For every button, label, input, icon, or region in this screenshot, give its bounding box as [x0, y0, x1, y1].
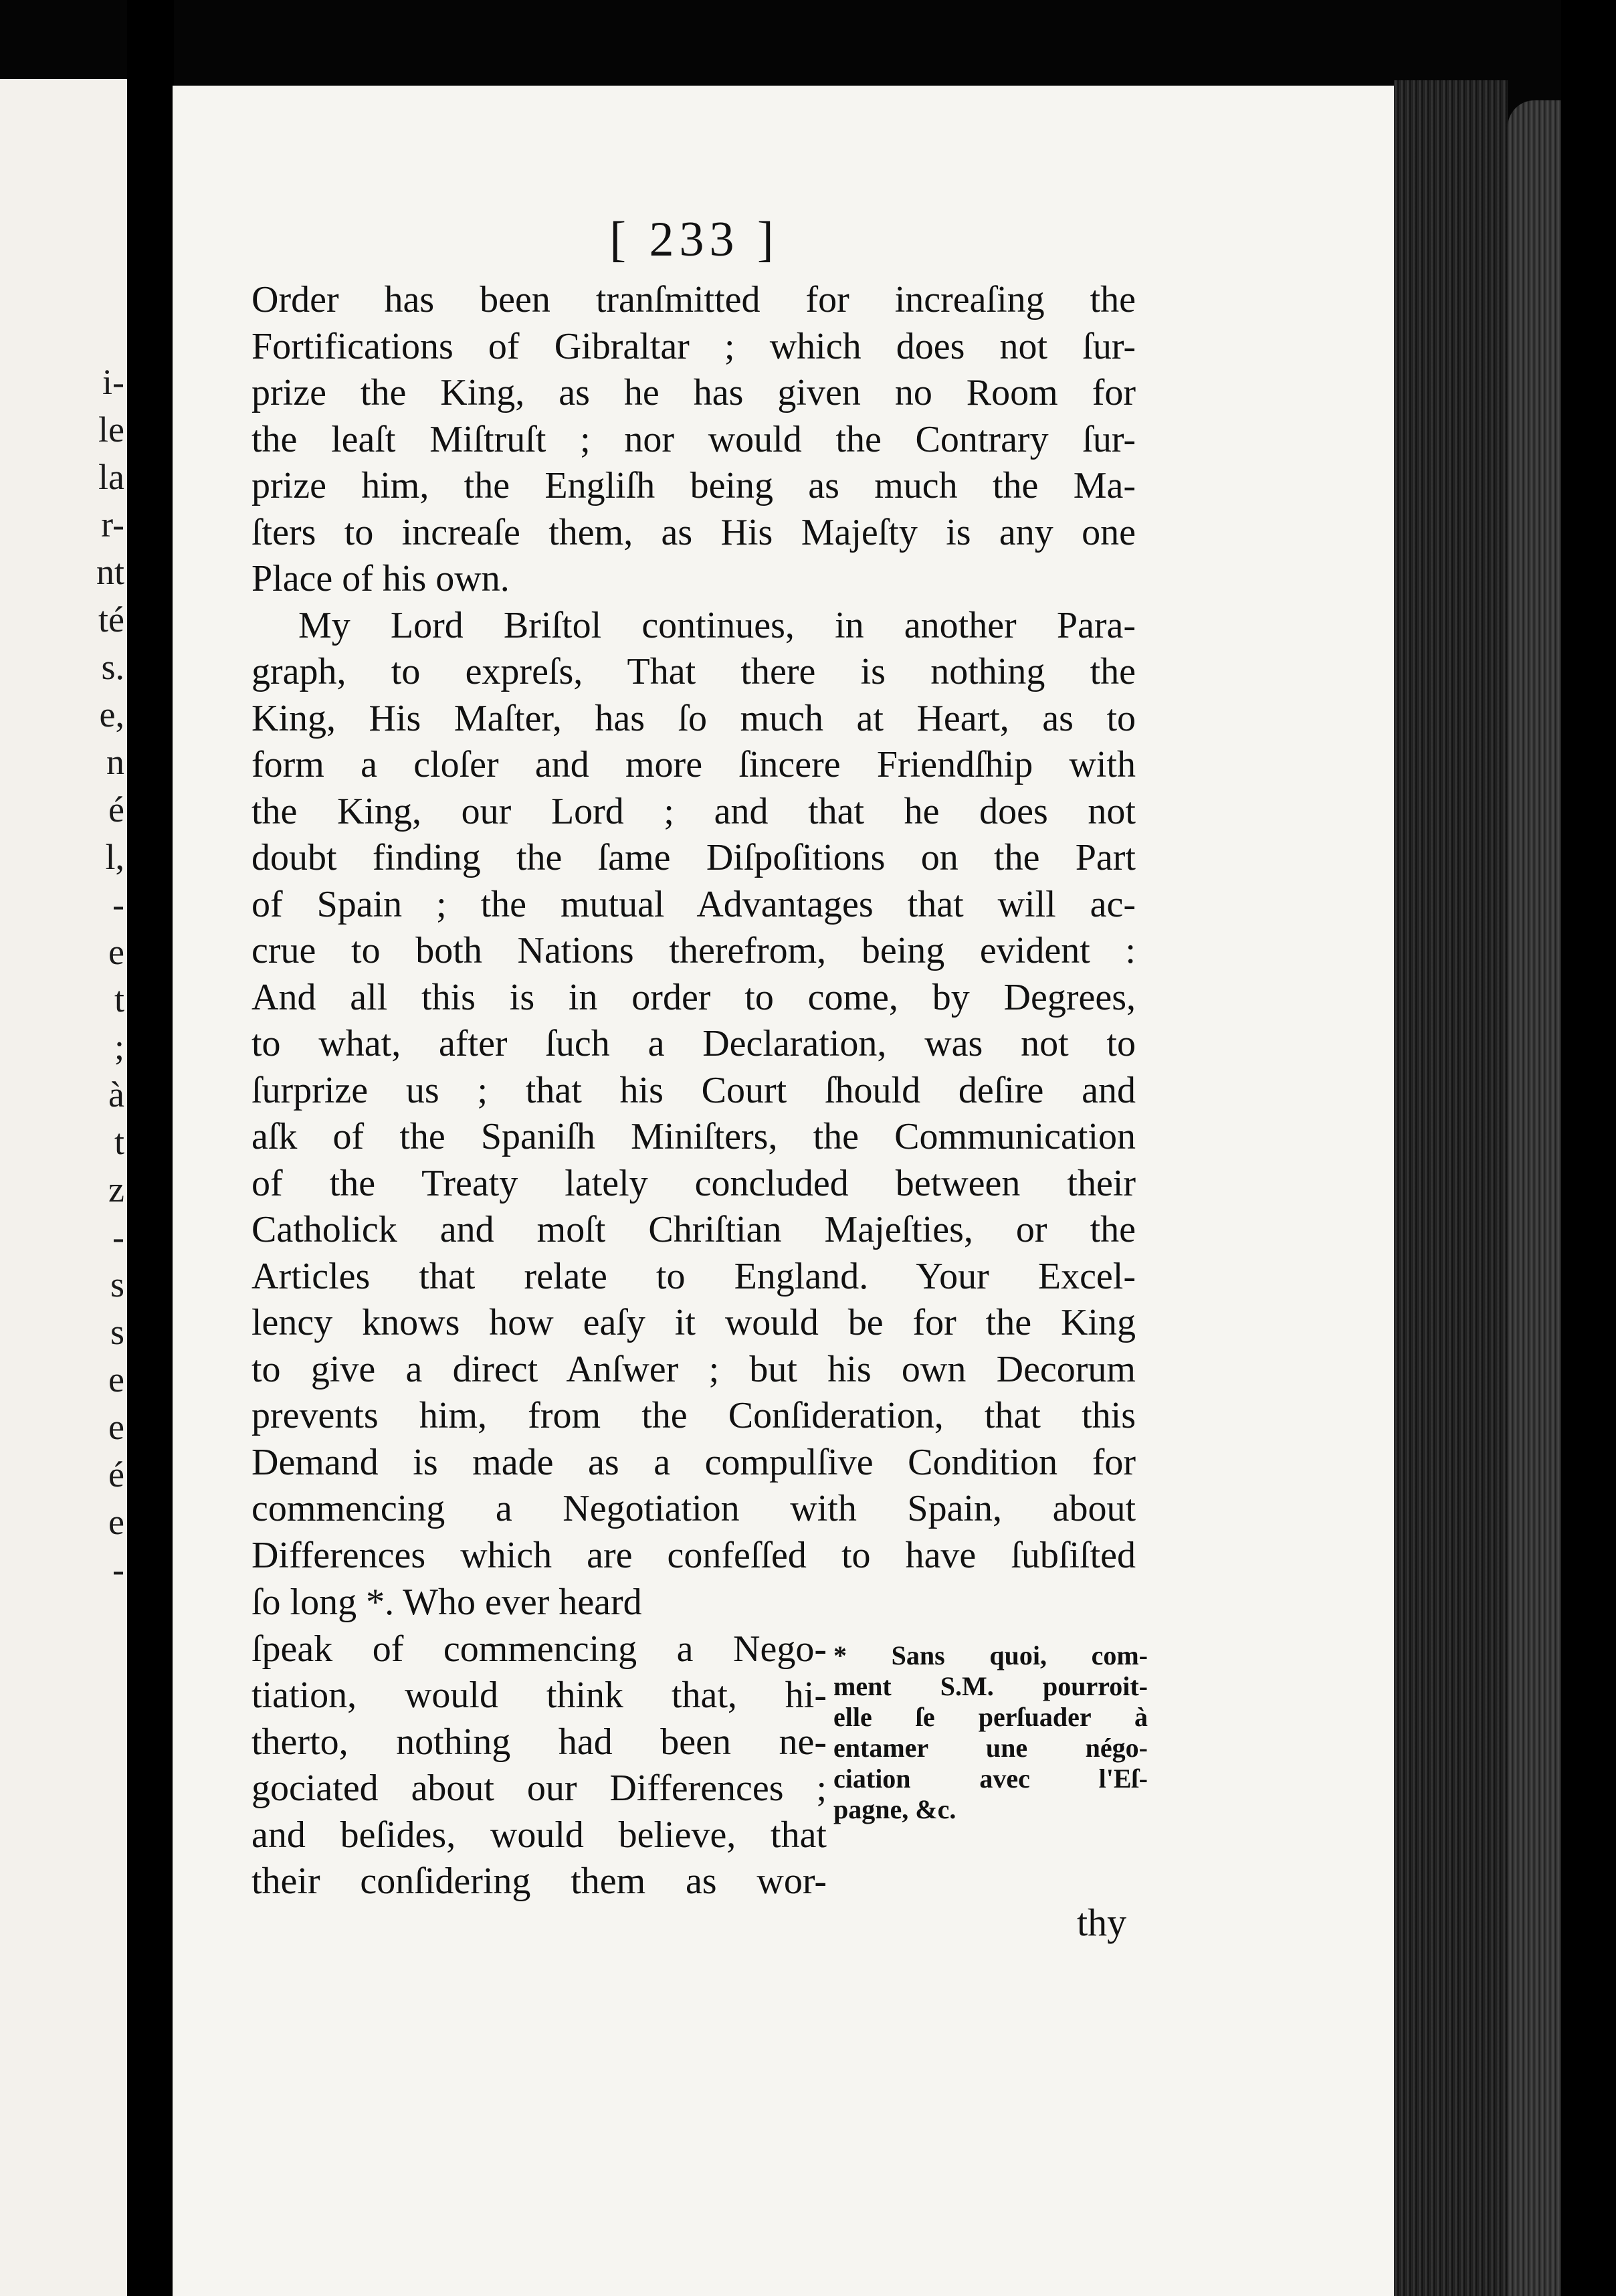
- left-facing-page: [0, 79, 127, 2296]
- text-line: Differences which are confeſſed to have ſubſiſted: [251, 1534, 1136, 1576]
- text-line: ſters to increaſe them, as His Majeſty is any one: [251, 511, 1136, 553]
- body-text: [251, 277, 1136, 1579]
- left-fragment: é: [108, 789, 124, 830]
- text-line: gociated about our Differences ;: [251, 1767, 827, 1809]
- left-fragment: à: [108, 1074, 124, 1115]
- left-fragment: s.: [101, 647, 124, 687]
- text-line: and beſides, would believe, that: [251, 1814, 827, 1856]
- text-line: tiation, would think that, hi-: [251, 1675, 827, 1716]
- text-line: And all this is in order to come, by Degrees,: [251, 976, 1136, 1018]
- left-fragment: n: [106, 742, 124, 782]
- text-line: of Spain ; the mutual Advantages that will ac-: [251, 883, 1136, 925]
- text-line: Order has been tranſmitted for increaſing the: [251, 279, 1136, 320]
- text-line: crue to both Nations therefrom, being evident :: [251, 930, 1136, 971]
- text-line: ſurprize us ; that his Court ſhould deſire and: [251, 1069, 1136, 1111]
- left-fragment: s: [110, 1264, 124, 1305]
- text-line: prize him, the Engliſh being as much the Ma-: [251, 465, 1136, 506]
- text-line: lency knows how eaſy it would be for the King: [251, 1302, 1136, 1343]
- text-line: the leaſt Miſtruſt ; nor would the Contrary ſur-: [251, 418, 1136, 460]
- left-fragment: z: [108, 1169, 124, 1210]
- left-fragment: e,: [99, 694, 124, 735]
- left-fragment: -: [112, 1217, 124, 1257]
- narrow-column-text: [251, 1580, 827, 1905]
- left-fragment: -: [112, 1549, 124, 1590]
- footnote: [833, 1640, 1148, 1825]
- text-line: ſpeak of commencing a Nego-: [251, 1628, 827, 1670]
- text-line: prevents him, from the Conſideration, that this: [251, 1395, 1136, 1436]
- left-fragment: é: [108, 1454, 124, 1495]
- left-fragment: r-: [101, 504, 124, 545]
- text-line: their conſidering them as wor-: [251, 1860, 827, 1902]
- left-page-text-fragments: [0, 359, 124, 1594]
- left-fragment: la: [98, 457, 124, 497]
- footnote-line: elle ſe perſuader à: [833, 1702, 1148, 1732]
- left-fragment: e: [108, 1502, 124, 1542]
- text-line: King, His Maſter, has ſo much at Heart, as to: [251, 697, 1136, 739]
- text-line: to give a direct Anſwer ; but his own Decorum: [251, 1348, 1136, 1390]
- left-fragment: i-: [102, 362, 124, 402]
- text-line: aſk of the Spaniſh Miniſters, the Communication: [251, 1116, 1136, 1157]
- left-fragment: s: [110, 1312, 124, 1352]
- catchword: thy: [1077, 1901, 1127, 1944]
- text-line: Articles that relate to England. Your Excel-: [251, 1255, 1136, 1297]
- text-line: My Lord Briſtol continues, in another Para-: [298, 604, 1136, 646]
- page-number: [ 233 ]: [609, 212, 779, 267]
- text-line: Demand is made as a compulſive Condition for: [251, 1441, 1136, 1483]
- text-line: commencing a Negotiation with Spain, about: [251, 1488, 1136, 1529]
- book-edge: [1508, 100, 1561, 2296]
- footnote-line: ciation avec l'Eſ-: [833, 1763, 1148, 1794]
- left-fragment: t: [114, 979, 124, 1020]
- footnote-line: ment S.M. pourroit-: [833, 1671, 1148, 1701]
- footnote-line: entamer une négo-: [833, 1733, 1148, 1763]
- left-fragment: nt: [96, 552, 124, 592]
- left-fragment: e: [108, 1407, 124, 1447]
- left-fragment: e: [108, 932, 124, 972]
- left-fragment: l,: [105, 837, 124, 877]
- text-line: graph, to expreſs, That there is nothing the: [251, 651, 1136, 692]
- left-fragment: t: [114, 1122, 124, 1162]
- left-fragment: té: [98, 599, 124, 640]
- text-line: form a cloſer and more ſincere Friendſhip with: [251, 744, 1136, 785]
- text-line: Place of his own.: [251, 558, 510, 599]
- left-fragment: e: [108, 1359, 124, 1400]
- footnote-line: pagne, &c.: [833, 1794, 956, 1824]
- text-line: Fortifications of Gibraltar ; which does not ſur-: [251, 325, 1136, 367]
- text-line: ſo long *. Who ever heard: [251, 1582, 642, 1623]
- text-line: of the Treaty lately concluded between their: [251, 1162, 1136, 1204]
- text-line: doubt finding the ſame Diſpoſitions on the Part: [251, 837, 1136, 878]
- left-fragment: -: [112, 884, 124, 925]
- left-fragment: le: [98, 409, 124, 450]
- footnote-line: * Sans quoi, com-: [833, 1640, 1148, 1670]
- text-line: therto, nothing had been ne-: [251, 1721, 827, 1763]
- page-edges: [1394, 80, 1508, 2296]
- left-fragment: ;: [114, 1027, 124, 1067]
- text-line: the King, our Lord ; and that he does not: [251, 790, 1136, 832]
- text-line: to what, after ſuch a Declaration, was not to: [251, 1023, 1136, 1064]
- scan-background: [1561, 0, 1616, 2296]
- text-line: prize the King, as he has given no Room for: [251, 372, 1136, 413]
- text-line: Catholick and moſt Chriſtian Majeſties, or the: [251, 1209, 1136, 1250]
- gutter-shadow: [127, 0, 174, 2296]
